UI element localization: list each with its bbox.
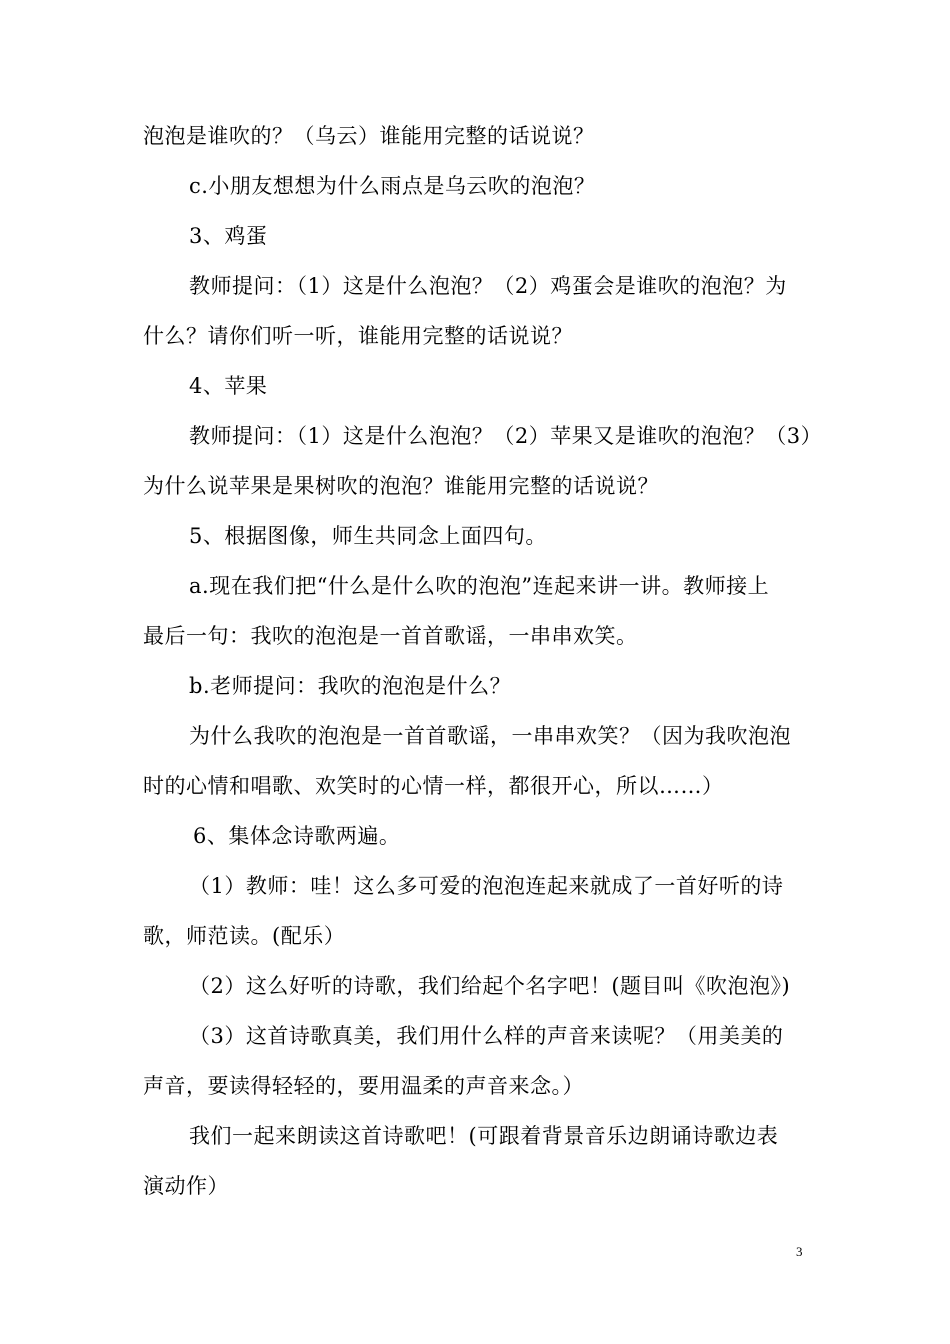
text-line: 我们一起来朗读这首诗歌吧！(可跟着背景音乐边朗诵诗歌边表 <box>189 1124 779 1148</box>
text-line: 泡泡是谁吹的？（乌云）谁能用完整的话说说？ <box>143 124 595 148</box>
text-line: 演动作） <box>143 1174 229 1198</box>
text-line: （3）这首诗歌真美，我们用什么样的声音来读呢？（用美美的 <box>189 1024 784 1048</box>
page-number: 3 <box>796 1244 803 1259</box>
text-line: （2）这么好听的诗歌，我们给起个名字吧！(题目叫《吹泡泡》) <box>189 974 791 998</box>
text-line: 时的心情和唱歌、欢笑时的心情一样，都很开心，所以……） <box>143 774 724 798</box>
text-line: 歌，师范读。(配乐） <box>143 924 346 948</box>
text-line: a.现在我们把“什么是什么吹的泡泡”连起来讲一讲。教师接上 <box>189 574 770 598</box>
text-line: 什么？请你们听一听，谁能用完整的话说说？ <box>143 324 573 348</box>
text-line: 为什么说苹果是果树吹的泡泡？谁能用完整的话说说？ <box>143 474 659 498</box>
text-line: b.老师提问：我吹的泡泡是什么？ <box>189 674 512 698</box>
text-line: 教师提问：（1）这是什么泡泡？（2）鸡蛋会是谁吹的泡泡？为 <box>189 274 787 298</box>
text-line: 最后一句：我吹的泡泡是一首首歌谣，一串串欢笑。 <box>143 624 638 648</box>
section-heading: 5、根据图像，师生共同念上面四句。 <box>189 524 547 548</box>
section-heading: 3、鸡蛋 <box>189 224 268 248</box>
text-line: 教师提问：（1）这是什么泡泡？（2）苹果又是谁吹的泡泡？（3） <box>189 424 823 448</box>
text-line: 为什么我吹的泡泡是一首首歌谣，一串串欢笑？（因为我吹泡泡 <box>189 724 791 748</box>
text-line: （1）教师：哇！这么多可爱的泡泡连起来就成了一首好听的诗 <box>189 874 784 898</box>
text-line: c.小朋友想想为什么雨点是乌云吹的泡泡？ <box>189 174 596 198</box>
section-heading: 4、苹果 <box>189 374 268 398</box>
section-heading: 6、集体念诗歌两遍。 <box>193 824 401 848</box>
text-line: 声音，要读得轻轻的，要用温柔的声音来念。） <box>143 1074 584 1098</box>
